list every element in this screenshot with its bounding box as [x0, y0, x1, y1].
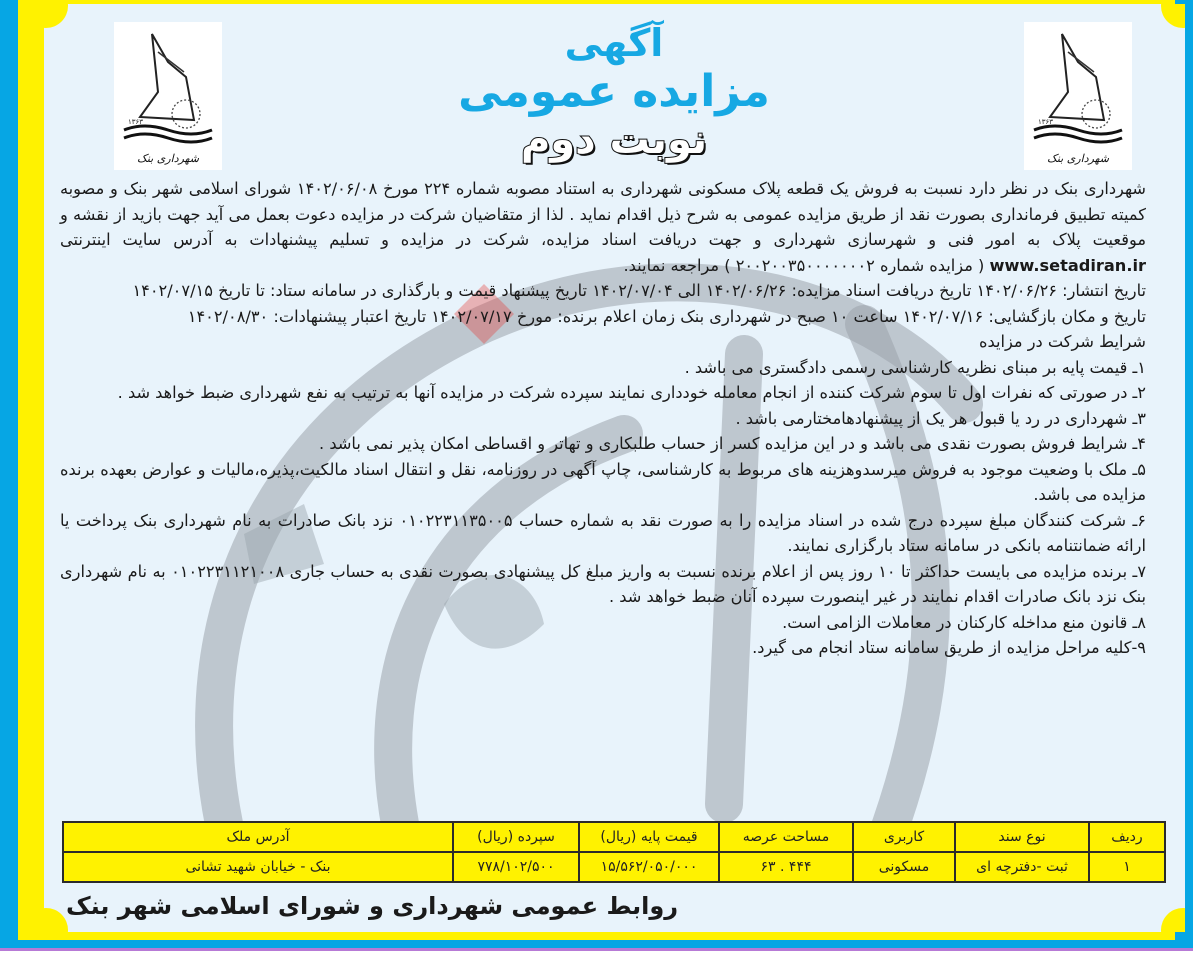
col-base-price: قیمت پایه (ریال): [579, 822, 719, 852]
condition-item: ۶ـ شرکت کنندگان مبلغ سپرده درج شده در اسناد مزایده را به صورت نقد به شماره حساب ۰۱۰۲۲۳۱۱۳۵۰۰۵ نزد بانک صادرات به نام شهرداری بنک پرداخت یا ارائه ضمانتنامه بانکی در سامانه ستاد بارگزاری نمایند.: [60, 510, 1146, 555]
cell-row-number: ۱: [1089, 852, 1165, 882]
svg-text:۱۳۶۳: ۱۳۶۳: [128, 118, 144, 126]
cell-usage: مسکونی: [853, 852, 955, 882]
signature: روابط عمومی شهرداری و شورای اسلامی شهر بنک: [66, 892, 679, 920]
dates-line-1: تاریخ انتشار: ۱۴۰۲/۰۶/۲۶ تاریخ دریافت اسناد مزایده: ۱۴۰۲/۰۶/۲۶ الی ۱۴۰۲/۰۷/۰۴ تاریخ پیشنهاد قیمت و بارگذاری در سامانه ستاد: تا تاریخ ۱۴۰۲/۰۷/۱۵: [132, 281, 1146, 300]
cell-land-area: ۴۴۴ . ۶۳: [719, 852, 853, 882]
notice-round: نوبت دوم: [520, 117, 708, 163]
municipality-logo-icon: [114, 22, 222, 170]
cell-deposit: ۷۷۸/۱۰۲/۵۰۰: [453, 852, 579, 882]
notice-label: آگهی: [564, 21, 664, 65]
bottom-rule: [0, 948, 1193, 951]
condition-item: ۵ـ ملک با وضعیت موجود به فروش میرسدوهزینه های مربوط به کارشناسی، چاپ آگهی در روزنامه، نقل و انتقال اسناد مالکیت،پذیره،مالیات و عوارض بعهده برنده مزایده می باشد.: [60, 459, 1146, 504]
col-usage: کاربری: [853, 822, 955, 852]
col-row-number: ردیف: [1089, 822, 1165, 852]
cell-document-type: ثبت -دفترچه ای: [955, 852, 1089, 882]
col-land-area: مساحت عرصه: [719, 822, 853, 852]
cell-address: بنک - خیابان شهید تشانی: [63, 852, 453, 882]
cell-base-price: ۱۵/۵۶۲/۰۵۰/۰۰۰: [579, 852, 719, 882]
property-table: [62, 821, 1166, 883]
condition-item: ۳ـ شهرداری در رد یا قبول هر یک از پیشنهادهامختارمی باشد .: [735, 408, 1146, 428]
condition-item: ۴ـ شرایط فروش بصورت نقدی می باشد و در این مزایده کسر از حساب طلبکاری و تهاتر و اقساطی امکان پذیر نمی باشد .: [319, 434, 1146, 453]
col-deposit: سپرده (ریال): [453, 822, 579, 852]
svg-text:۱۳۶۳: ۱۳۶۳: [1038, 118, 1054, 126]
condition-item: ۸ـ قانون منع مداخله کارکنان در معاملات الزامی است.: [782, 612, 1146, 632]
col-document-type: نوع سند: [955, 822, 1089, 852]
notice-paper: [44, 4, 1185, 932]
condition-item: ۷ـ برنده مزایده می بایست حداکثر تا ۱۰ روز پس از اعلام برنده نسبت به واریز مبلغ کل پیشنهادی بصورت نقدی به حساب جاری ۰۱۰۲۲۳۱۱۲۱۰۰۸ به نام شهرداری بنک نزد بانک صادرات اقدام نمایند در غیر اینصورت سپرده آنان ضبط خواهد شد .: [60, 561, 1147, 606]
condition-item: ۱ـ قیمت پایه بر مبنای نظریه کارشناسی رسمی دادگستری می باشد .: [684, 357, 1146, 377]
notice-header: [424, 8, 804, 163]
table-header-row: [63, 822, 1165, 852]
col-address: آدرس ملک: [63, 822, 453, 852]
table-row: [63, 852, 1165, 882]
dates-line-2: تاریخ و مکان بازگشایی: ۱۴۰۲/۰۷/۱۶ ساعت ۱۰ صبح در شهرداری بنک زمان اعلام برنده: مورخ ۱۴۰۲/۰۷/۱۷ تاریخ اعتبار پیشنهادات: ۱۴۰۲/۰۸/۳۰: [187, 306, 1146, 326]
intro-paragraph: شهرداری بنک در نظر دارد نسبت به فروش یک قطعه پلاک مسکونی شهرداری به استناد مصوبه شماره ۲۲۴ مورخ ۱۴۰۲/۰۶/۰۸ شورای اسلامی شهر بنک و مصوبه کمیته تطبیق فرمانداری بصورت نقد از طریق مزایده عمومی به شرح ذیل اقدام نماید . لذا از متقاضیان شرکت در مزایده دعوت بعمل می آید جهت بازید از نقشه و موقعیت پلاک به امور فنی و شهرسازی شهرداری و جهت دریافت اسناد مزایده، شرکت در مزایده و تسلیم پیشنهادات به آدرس سایت اینترنتی www.setadiran.ir ( مزایده شماره ۲۰۰۲۰۰۳۵۰۰۰۰۰۰۰۲ ) مراجعه نمایند.: [60, 179, 1146, 275]
logo-left: [114, 22, 222, 170]
svg-text:شهرداری بنک: شهرداری بنک: [1047, 152, 1109, 165]
svg-text:شهرداری بنک: شهرداری بنک: [137, 152, 199, 165]
condition-item: ۹-کلیه مراحل مزایده از طریق سامانه ستاد انجام می گیرد.: [752, 638, 1146, 657]
condition-item: ۲ـ در صورتی که نفرات اول تا سوم شرکت کننده از انجام معامله خودداری نمایند سپرده شرکت در مزایده آنها به ترتیب به نفع شهرداری ضبط خواهد شد .: [117, 383, 1146, 402]
website-link[interactable]: www.setadiran.ir: [989, 255, 1146, 275]
inner-frame: [18, 0, 1175, 940]
municipality-logo-icon: [1024, 22, 1132, 170]
logo-right: [1024, 22, 1132, 170]
notice-title: مزایده عمومی: [458, 66, 770, 117]
notice-body: [60, 176, 1166, 661]
conditions-heading: شرایط شرکت در مزایده: [978, 332, 1146, 351]
